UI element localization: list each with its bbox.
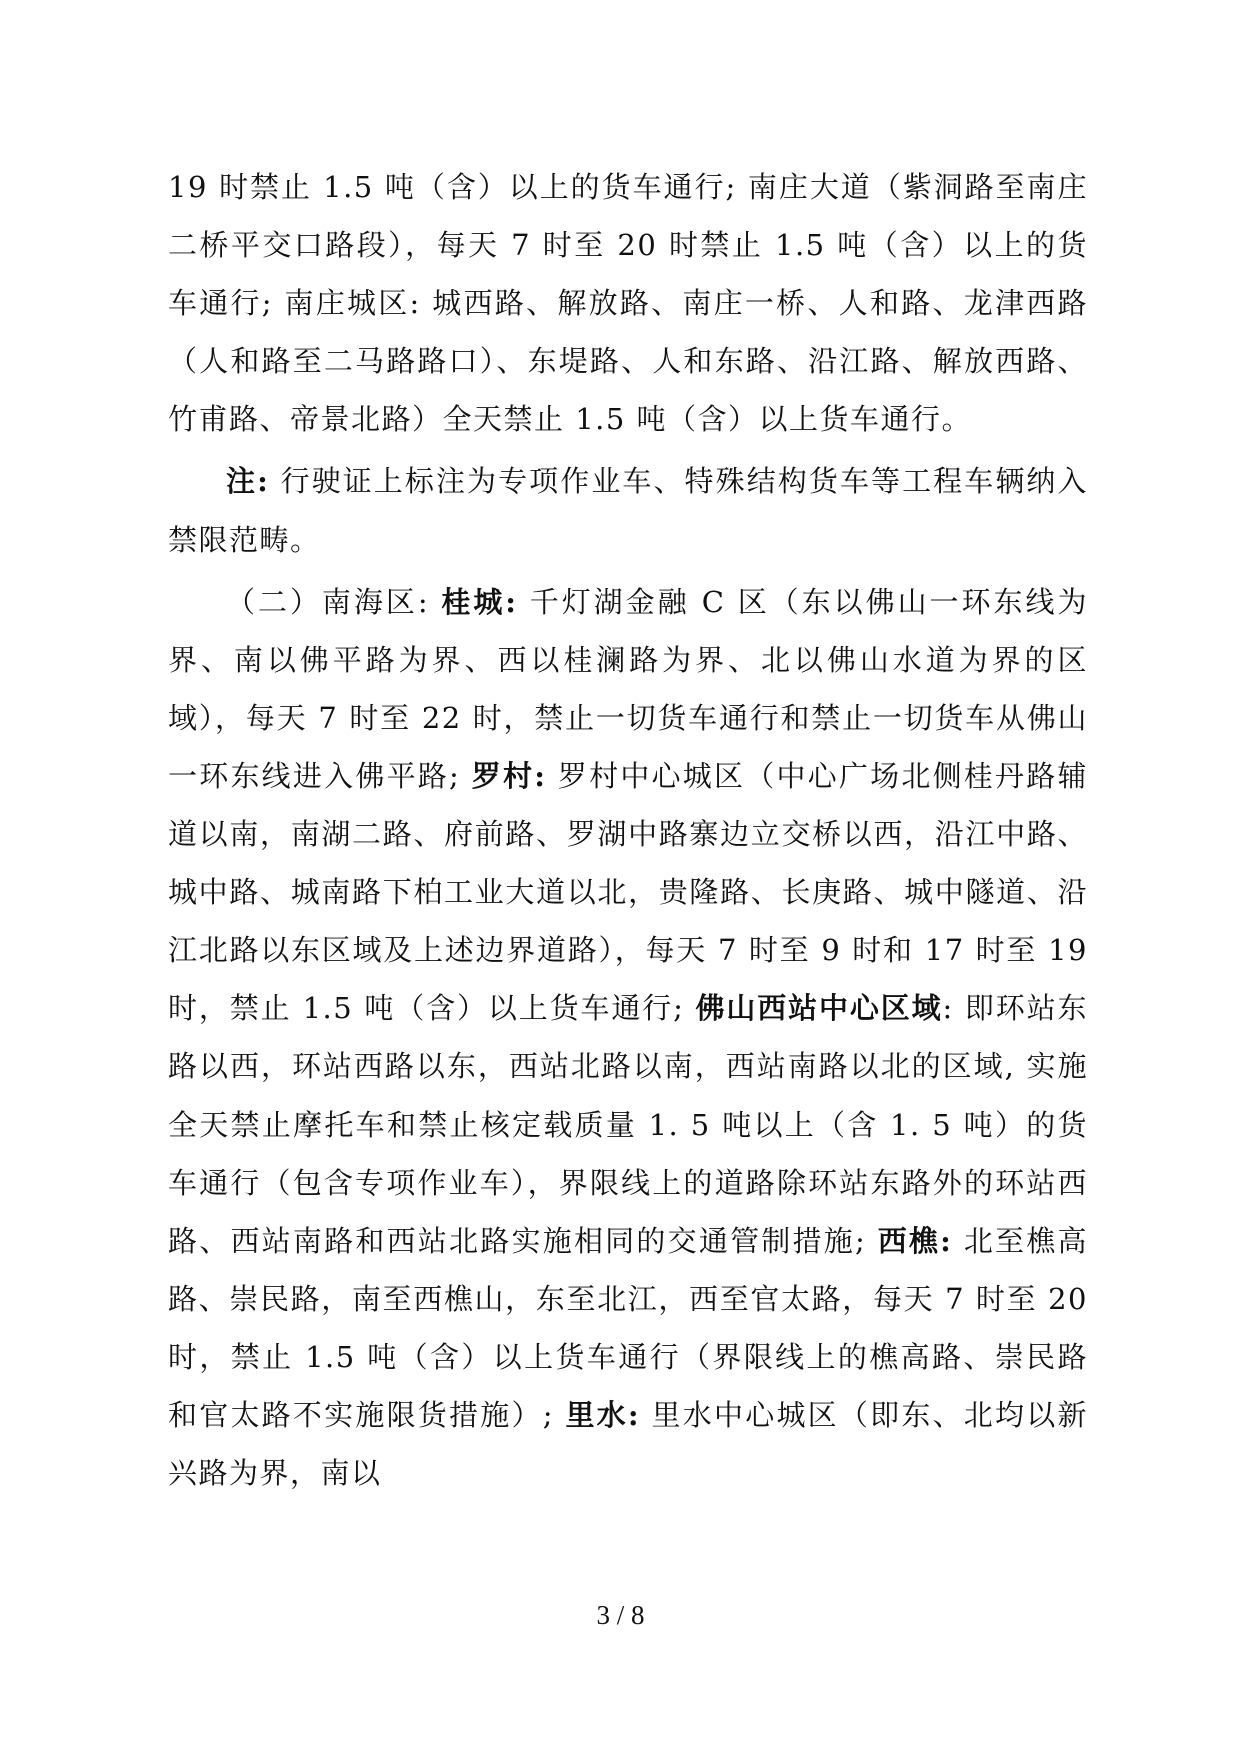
xiqiao-label: 西樵: (877, 1223, 953, 1258)
lishui-label: 里水: (565, 1397, 641, 1432)
foshan-west-station-label: 佛山西站中心区域 (695, 991, 943, 1026)
paragraph-text: 19 时禁止 1.5 吨（含）以上的货车通行; 南庄大道（紫洞路至南庄二桥平交口路段），每天 7 时至 20 时禁止 1.5 吨（含）以上的货车通行; 南庄城区: 城西路、解放路、南庄一桥、人和路、龙津西路（人和路至二马路路口）、东堤路、人和东路、沿江路、解放西路、竹甫路、帝景北路）全天禁止 1.5 吨（含）以上货车通行。 (168, 170, 1088, 437)
foshan-west-station-text: : 即环站东路以西，环站西路以东，西站北路以南，西站南路以北的区域, 实施全天禁止摩托车和禁止核定载质量 1. 5 吨以上（含 1. 5 吨）的货车通行（包含专项作业车），界限线上的道路除环站东路外的环站西路、西站南路和西站北路实施相同的交通管制措施; (168, 991, 1088, 1258)
paragraph-nanzhuang-restrictions (168, 158, 1088, 448)
note-label: 注: (226, 464, 270, 499)
note-text: 行驶证上标注为专项作业车、特殊结构货车等工程车辆纳入禁限范畴。 (168, 464, 1088, 557)
luocun-text: 罗村中心城区（中心广场北侧桂丹路辅道以南，南湖二路、府前路、罗湖中路寨边立交桥以西，沿江中路、城中路、城南路下柏工业大道以北，贵隆路、长庚路、城中隧道、沿江北路以东区域及上述边界道路），每天 7 时至 9 时和 17 时至 19 时，禁止 1.5 吨（含）以上货车通行; (168, 758, 1088, 1026)
luocun-label: 罗村: (471, 758, 547, 793)
page-number: 3 / 8 (596, 1600, 645, 1630)
lishui-text: 里水中心城区（即东、北均以新兴路为界，南以 (168, 1397, 1088, 1491)
paragraph-note (168, 452, 1088, 568)
guicheng-label: 桂城: (441, 584, 518, 619)
xiqiao-text: 北至樵高路、崇民路，南至西樵山，东至北江，西至官太路，每天 7 时至 20 时，禁止 1.5 吨（含）以上货车通行（界限线上的樵高路、崇民路和官太路不实施限货措施）; (168, 1223, 1088, 1432)
section-heading: （二）南海区: (226, 584, 442, 619)
document-body (168, 158, 1088, 1502)
paragraph-nanhai-district (168, 573, 1088, 1503)
guicheng-text: 千灯湖金融 C 区（东以佛山一环东线为界、南以佛平路为界、西以桂澜路为界、北以佛山水道为界的区域），每天 7 时至 22 时，禁止一切货车通行和禁止一切货车从佛山一环东线进入佛平路; (168, 584, 1088, 793)
